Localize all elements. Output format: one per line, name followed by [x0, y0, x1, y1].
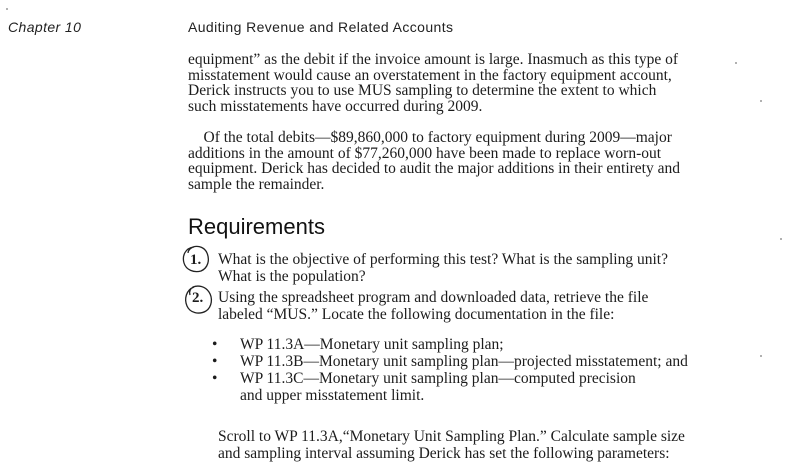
text-line: What is the population? — [218, 268, 366, 285]
text-line: additions in the amount of $77,260,000 have been made to replace worn-out — [188, 144, 662, 162]
requirements-heading: Requirements — [188, 214, 325, 239]
requirement-number-1: 1. — [190, 252, 202, 268]
bullet-dot-icon: • — [212, 353, 218, 370]
scan-speck — [6, 8, 8, 10]
bullet-text: WP 11.3C—Monetary unit sampling plan—computed precision — [240, 370, 636, 387]
requirement-number-2: 2. — [192, 290, 204, 306]
bullet-item — [212, 370, 688, 387]
text-line: What is the objective of performing this test? What is the sampling unit? — [218, 251, 668, 268]
paragraph-misstatement — [188, 52, 714, 114]
bullet-dot-icon: • — [212, 336, 218, 353]
text-line: equipment. Derick has decided to audit the major additions in their entirety and — [188, 160, 680, 177]
requirement-2-text — [218, 289, 648, 323]
text-line: labeled “MUS.” Locate the following documentation in the file: — [218, 306, 615, 323]
scan-speck — [760, 100, 762, 102]
text-line: Of the total debits—$89,860,000 to factory equipment during 2009—major — [188, 129, 672, 146]
workpaper-bullet-list — [212, 336, 688, 404]
text-line: Derick instructs you to use MUS sampling to determine the extent to which — [188, 82, 657, 99]
text-line: Using the spreadsheet program and downloaded data, retrieve the file — [218, 289, 649, 306]
bullet-text: WP 11.3B—Monetary unit sampling plan—projected misstatement; and — [240, 353, 688, 370]
bullet-dot-icon: • — [212, 370, 218, 387]
requirement-1-text — [218, 251, 668, 285]
bullet-text: WP 11.3A—Monetary unit sampling plan; — [240, 336, 504, 353]
scan-speck — [760, 355, 762, 357]
paragraph-scroll-instructions — [218, 428, 685, 462]
bullet-item — [212, 353, 688, 370]
scan-speck — [735, 62, 737, 64]
text-line: and sampling interval assuming Derick has set the following parameters: — [218, 445, 670, 462]
text-line: such misstatements have occurred during 2009. — [188, 97, 483, 115]
text-line: Scroll to WP 11.3A,“Monetary Unit Sampling Plan.” Calculate sample size — [218, 428, 685, 445]
running-header-title: Auditing Revenue and Related Accounts — [188, 19, 454, 35]
chapter-label: Chapter 10 — [8, 19, 82, 35]
bullet-continuation: and upper misstatement limit. — [240, 387, 425, 404]
text-line: sample the remainder. — [188, 175, 325, 193]
paragraph-total-debits — [188, 130, 714, 192]
text-line: misstatement would cause an overstatement in the factory equipment account, — [188, 66, 672, 84]
bullet-item — [212, 336, 688, 353]
scan-speck — [780, 238, 782, 240]
text-line: equipment” as the debit if the invoice amount is large. Inasmuch as this type of — [188, 51, 678, 68]
